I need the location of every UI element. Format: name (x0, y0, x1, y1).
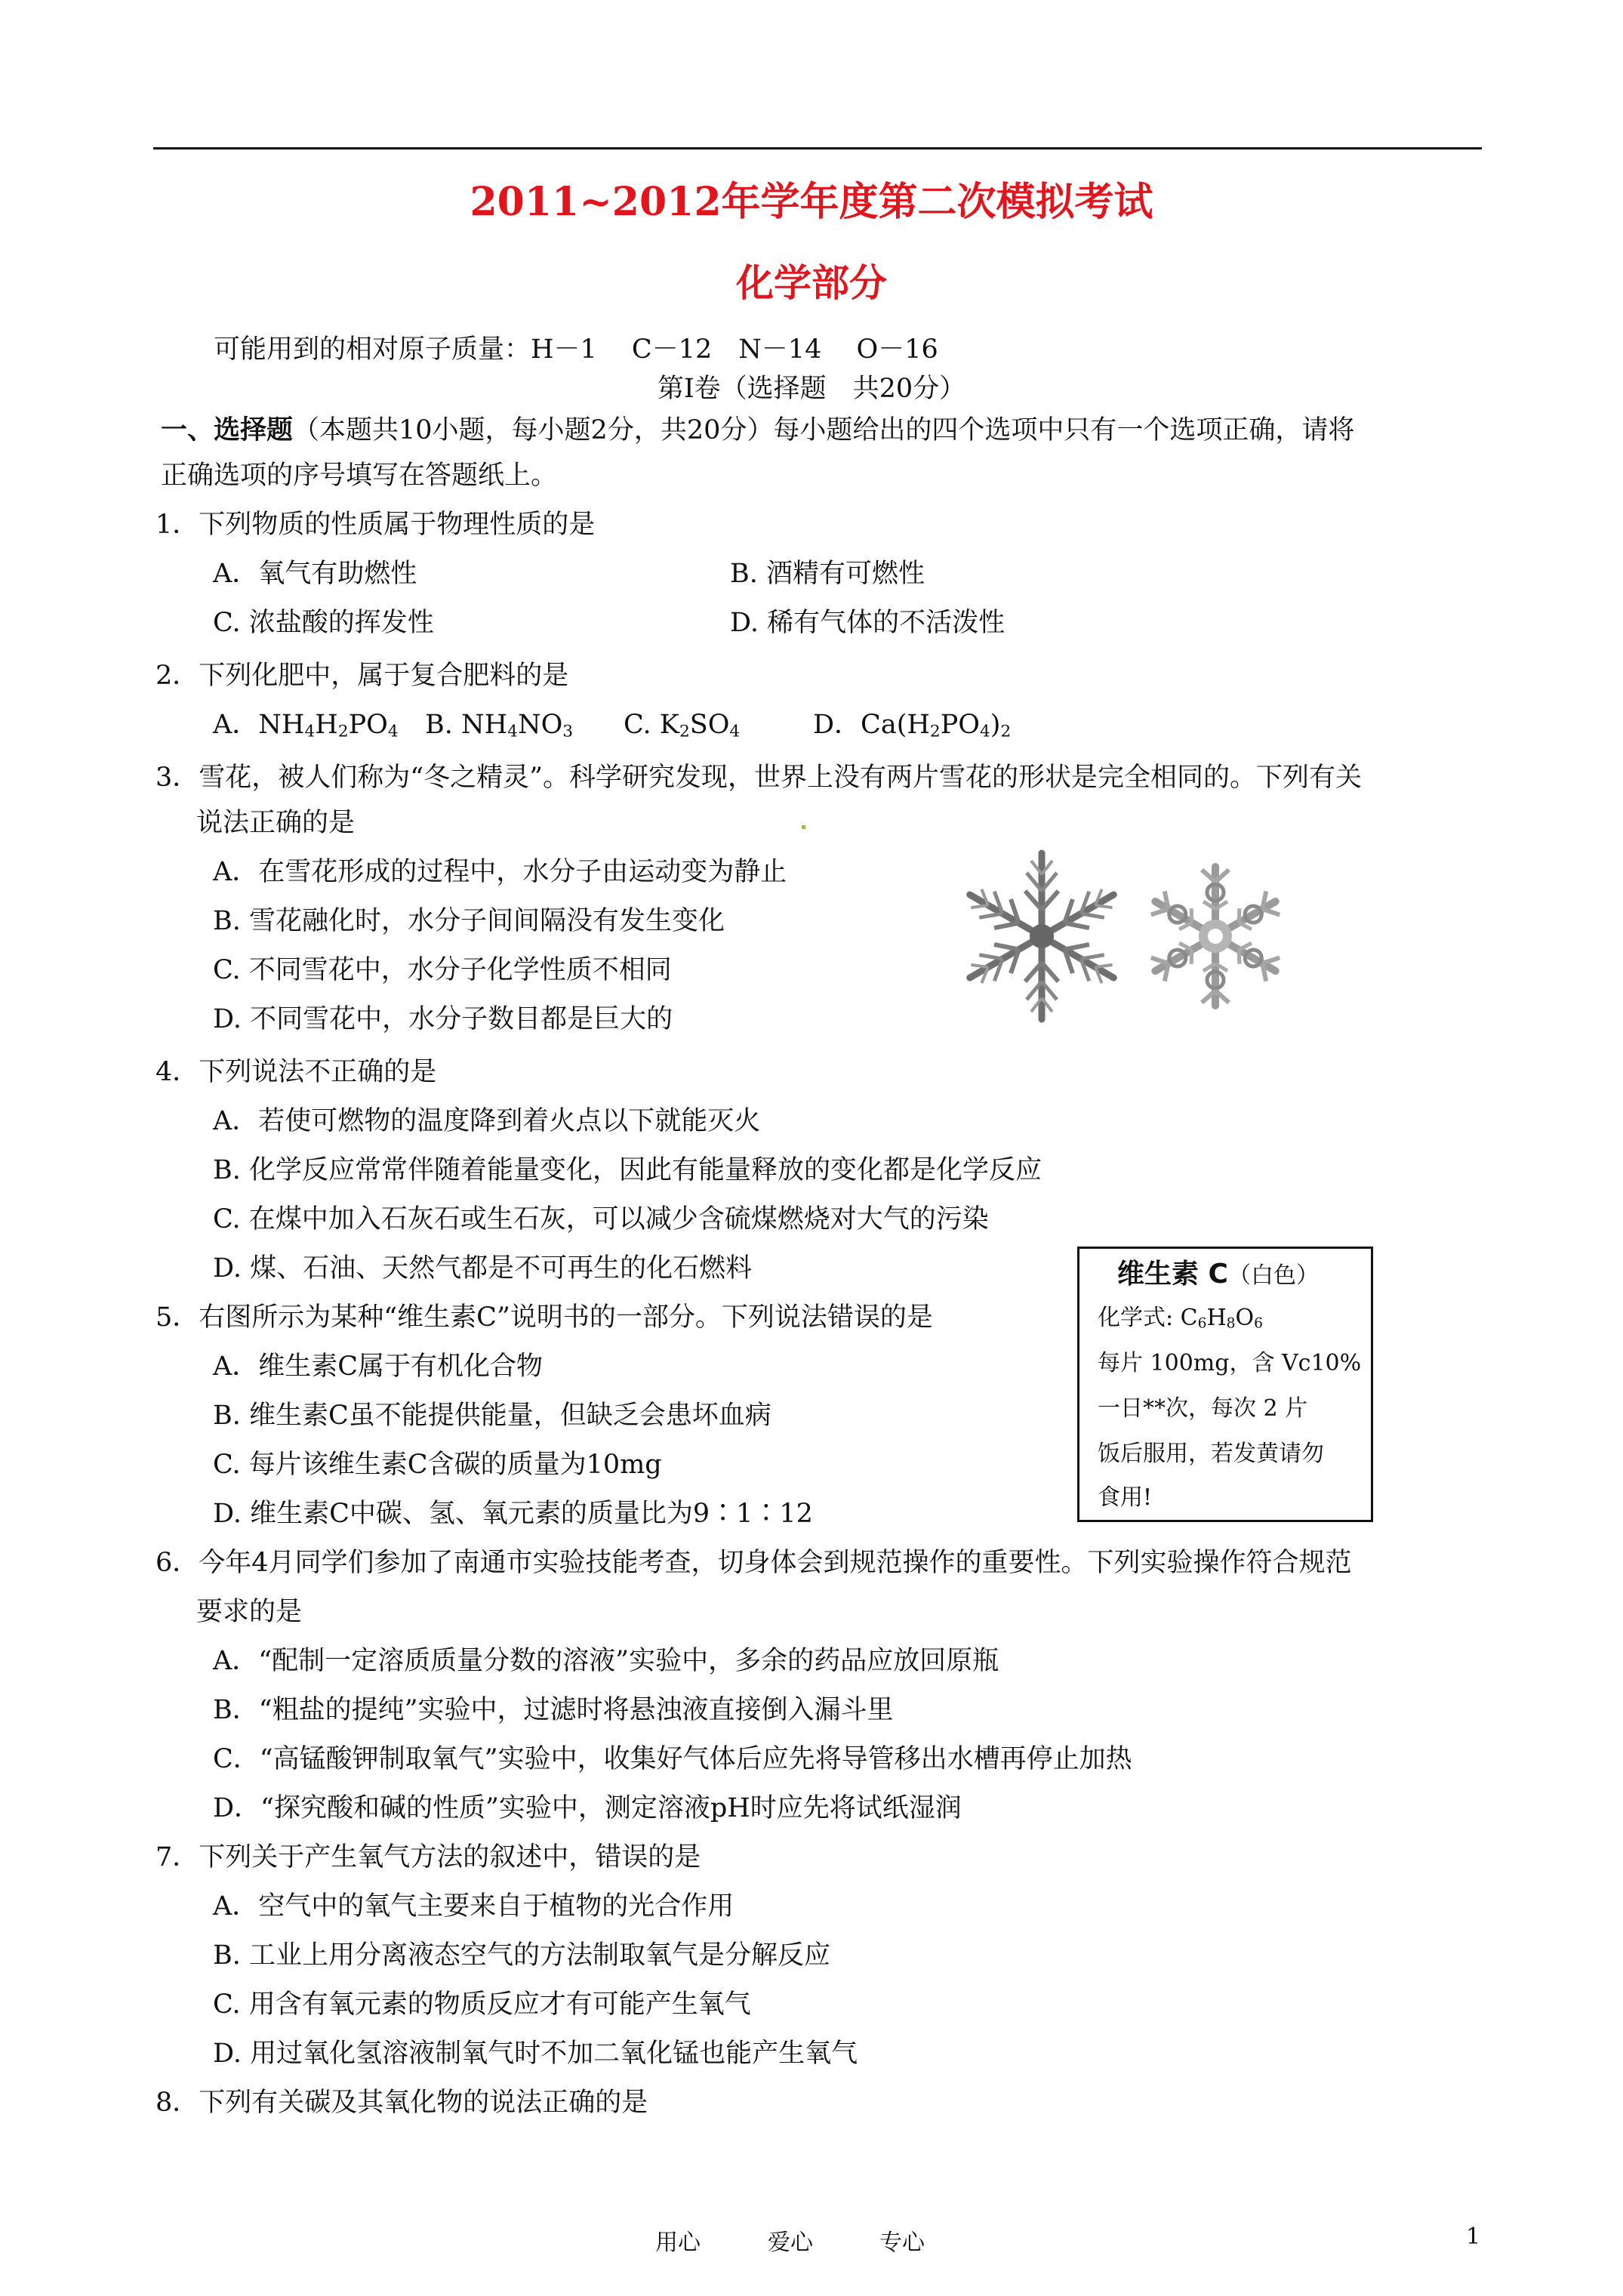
q6-option-a: A．“配制一定溶质质量分数的溶液”实验中，多余的药品应放回原瓶 (213, 1646, 999, 1676)
footer-word-1: 用心 (655, 2230, 701, 2256)
q5-option-b: B. 维生素C虽不能提供能量，但缺乏会患坏血病 (213, 1401, 771, 1431)
q1-option-d: D. 稀有气体的不活泼性 (730, 608, 1006, 638)
q5-option-c: C. 每片该维生素C含碳的质量为10mg (213, 1450, 662, 1480)
vitamin-dose: 每片 100mg，含 Vc10% (1098, 1350, 1362, 1376)
section-desc-cont: 正确选项的序号填写在答题纸上。 (161, 461, 558, 491)
footer-word-3: 专心 (879, 2230, 925, 2256)
q1-stem: 1．下列物质的性质属于物理性质的是 (156, 510, 596, 540)
header-rule (153, 147, 1482, 149)
footer-word-2: 爱心 (768, 2230, 813, 2256)
q4-option-b: B. 化学反应常常伴随着能量变化，因此有能量释放的变化都是化学反应 (213, 1155, 1042, 1185)
q3-option-a: A．在雪花形成的过程中，水分子由运动变为静止 (213, 857, 787, 887)
q4-option-c: C. 在煤中加入石灰石或生石灰，可以减少含硫煤燃烧对大气的污染 (213, 1204, 989, 1234)
section-title: 第Ⅰ卷（选择题 共20分） (657, 374, 966, 404)
q1-option-a: A．氧气有助燃性 (213, 559, 417, 589)
q2-option-a: A．$NH_4H_2PO_4$ (213, 710, 399, 741)
page-number: 1 (1466, 2224, 1481, 2250)
vitamin-formula: 化学式: $C_6H_8O_6$ (1098, 1305, 1263, 1332)
q3-stem: 3．雪花，被人们称为“冬之精灵”。科学研究发现，世界上没有两片雪花的形状是完全相同的。下列有关 (156, 763, 1363, 793)
q2-option-b: B. $NH_4NO_3$ (425, 710, 574, 741)
vitamin-instructions-cont: 食用! (1098, 1484, 1153, 1511)
vitamin-instructions: 饭后服用，若发黄请勿 (1098, 1441, 1324, 1467)
q1-option-b: B. 酒精有可燃性 (730, 559, 925, 589)
q7-option-b: B. 工业上用分离液态空气的方法制取氧气是分解反应 (213, 1940, 830, 1971)
exam-subtitle: 化学部分 (736, 260, 887, 305)
q2-option-c: C. $K_2SO_4$ (624, 710, 741, 741)
q3-option-b: B. 雪花融化时，水分子间间隔没有发生变化 (213, 906, 725, 936)
q6-option-d: D．“探究酸和碱的性质”实验中，测定溶液pH时应先将试纸湿润 (213, 1793, 962, 1823)
vitamin-name: 维生素 C（白色） (1117, 1259, 1319, 1290)
q7-option-a: A．空气中的氧气主要来自于植物的光合作用 (213, 1891, 735, 1922)
q3-option-d: D. 不同雪花中，水分子数目都是巨大的 (213, 1004, 673, 1034)
q5-stem: 5．右图所示为某种“维生素C”说明书的一部分。下列说法错误的是 (156, 1302, 933, 1333)
q1-option-c: C. 浓盐酸的挥发性 (213, 608, 434, 638)
q6-option-c: C．“高锰酸钾制取氧气”实验中，收集好气体后应先将导管移出水槽再停止加热 (213, 1744, 1132, 1774)
section-desc: （本题共10小题，每小题2分，共20分）每小题给出的四个选项中只有一个选项正确，请将 (293, 415, 1355, 445)
snowflake-image-2 (1136, 853, 1295, 1019)
q3-stem-cont: 说法正确的是 (196, 808, 356, 838)
q5-option-d: D. 维生素C中碳、氢、氧元素的质量比为9∶1∶12 (213, 1499, 813, 1529)
q6-option-b: B．“粗盐的提纯”实验中，过滤时将悬浊液直接倒入漏斗里 (213, 1695, 894, 1725)
q7-option-c: C. 用含有氧元素的物质反应才有可能产生氧气 (213, 1989, 751, 2020)
q7-option-d: D. 用过氧化氢溶液制氧气时不加二氧化锰也能产生氧气 (213, 2039, 858, 2069)
section-instructions (161, 411, 1354, 449)
q7-stem: 7．下列关于产生氧气方法的叙述中，错误的是 (156, 1842, 701, 1872)
q5-option-a: A．维生素C属于有机化合物 (213, 1351, 544, 1382)
q4-option-a: A．若使可燃物的温度降到着火点以下就能灭火 (213, 1106, 761, 1136)
snowflake-image-1 (947, 846, 1136, 1027)
exam-title: 2011~2012年学年度第二次模拟考试 (470, 179, 1153, 225)
q4-stem: 4．下列说法不正确的是 (156, 1057, 437, 1087)
q2-stem: 2．下列化肥中，属于复合肥料的是 (156, 661, 569, 691)
q6-stem: 6．今年4月同学们参加了南通市实验技能考查，切身体会到规范操作的重要性。下列实验操作符合规范 (156, 1548, 1352, 1578)
q3-option-c: C. 不同雪花中，水分子化学性质不相同 (213, 955, 672, 985)
speck (802, 825, 805, 829)
q6-stem-cont: 要求的是 (196, 1597, 303, 1627)
q4-option-d: D. 煤、石油、天然气都是不可再生的化石燃料 (213, 1253, 753, 1284)
vitamin-frequency: 一日**次，每次 2 片 (1098, 1395, 1308, 1422)
vitamin-c-label-box (1077, 1247, 1373, 1522)
atomic-mass-note: 可能用到的相对原子质量：H－1 C－12 N－14 O－16 (214, 334, 938, 365)
q8-stem: 8．下列有关碳及其氧化物的说法正确的是 (156, 2088, 648, 2118)
q2-option-d: D．$Ca(H_2PO_4)_2$ (813, 710, 1012, 741)
section-heading: 一、选择题 (161, 415, 294, 445)
